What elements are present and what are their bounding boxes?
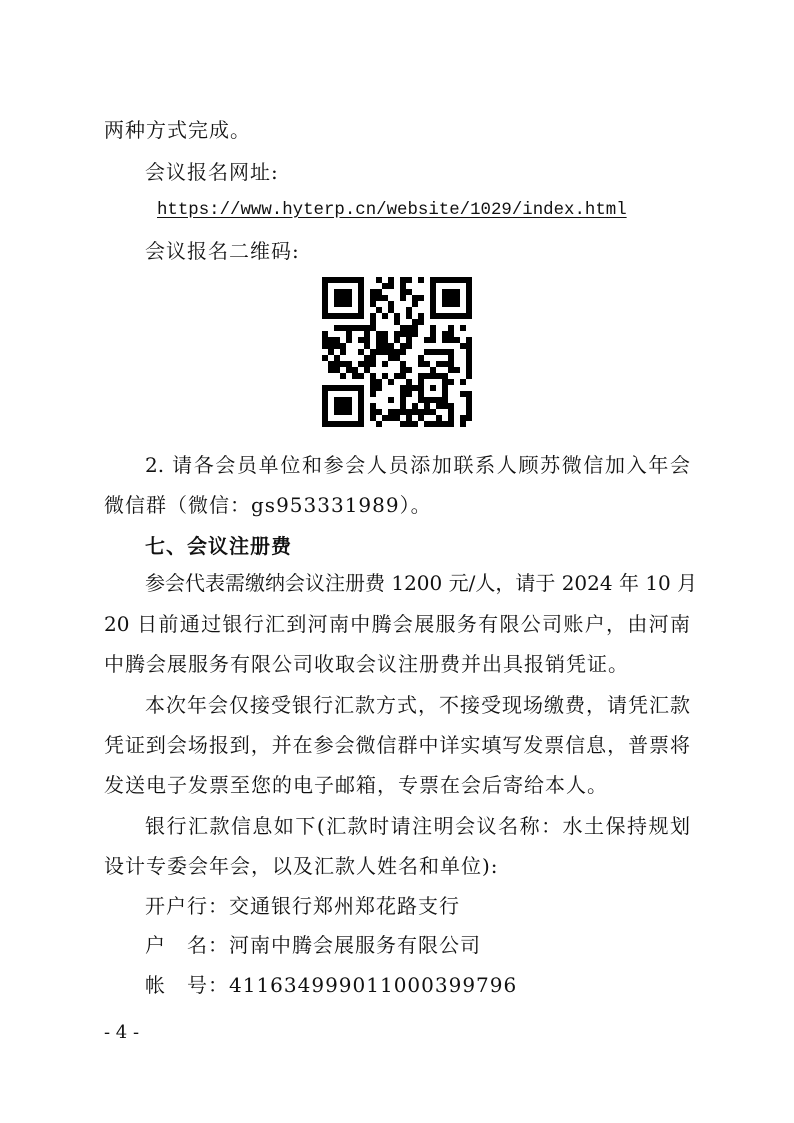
qr-code-label: 会议报名二维码: [145,239,300,263]
fee-paragraph-line-3: 中腾会展服务有限公司收取会议注册费并出具报销凭证。 [104,652,629,676]
bank-info-value: 河南中腾会展服务有限公司 [229,933,481,957]
fee-paragraph-line-1: 参会代表需缴纳会议注册费 1200 元/人，请于 2024 年 10 月 [145,571,698,595]
section-heading-registration-fee: 七、会议注册费 [145,534,292,558]
payment-paragraph-line-2: 凭证到会场报到，并在参会微信群中详实填写发票信息，普票将 [104,733,690,757]
wechat-instruction-line-2: 微信群（微信：gs953331989）。 [104,493,432,517]
wechat-instruction-line-1: 2. 请各会员单位和参会人员添加联系人顾苏微信加入年会 [145,453,690,477]
bank-info-label: 开户行： [145,894,229,918]
bank-info-value: 交通银行郑州郑花路支行 [229,894,460,918]
registration-url-link[interactable]: https://www.hyterp.cn/website/1029/index.html [157,201,627,220]
payment-paragraph-line-1: 本次年会仅接受银行汇款方式，不接受现场缴费，请凭汇款 [145,693,690,717]
payment-paragraph-line-3: 发送电子发票至您的电子邮箱，专票在会后寄给本人。 [104,773,608,797]
bank-info-label: 户 名： [145,933,229,957]
method-end-line: 两种方式完成。 [104,118,251,142]
bank-intro-line-1: 银行汇款信息如下(汇款时请注明会议名称：水土保持规划 [145,814,690,838]
bank-info-row-opening-bank [145,894,460,918]
bank-info-value: 411634999011000399796 [229,973,518,997]
registration-url-label: 会议报名网址: [145,160,279,184]
bank-info-row-account-name [145,933,481,957]
registration-qr-code[interactable] [322,277,472,427]
bank-info-label: 帐 号： [145,973,229,997]
fee-paragraph-line-2: 20 日前通过银行汇到河南中腾会展服务有限公司账户，由河南 [104,612,690,636]
bank-info-row-account-number [145,973,517,997]
page-number: - 4 - [104,1022,140,1043]
bank-intro-line-2: 设计专委会年会，以及汇款人姓名和单位): [104,854,499,878]
